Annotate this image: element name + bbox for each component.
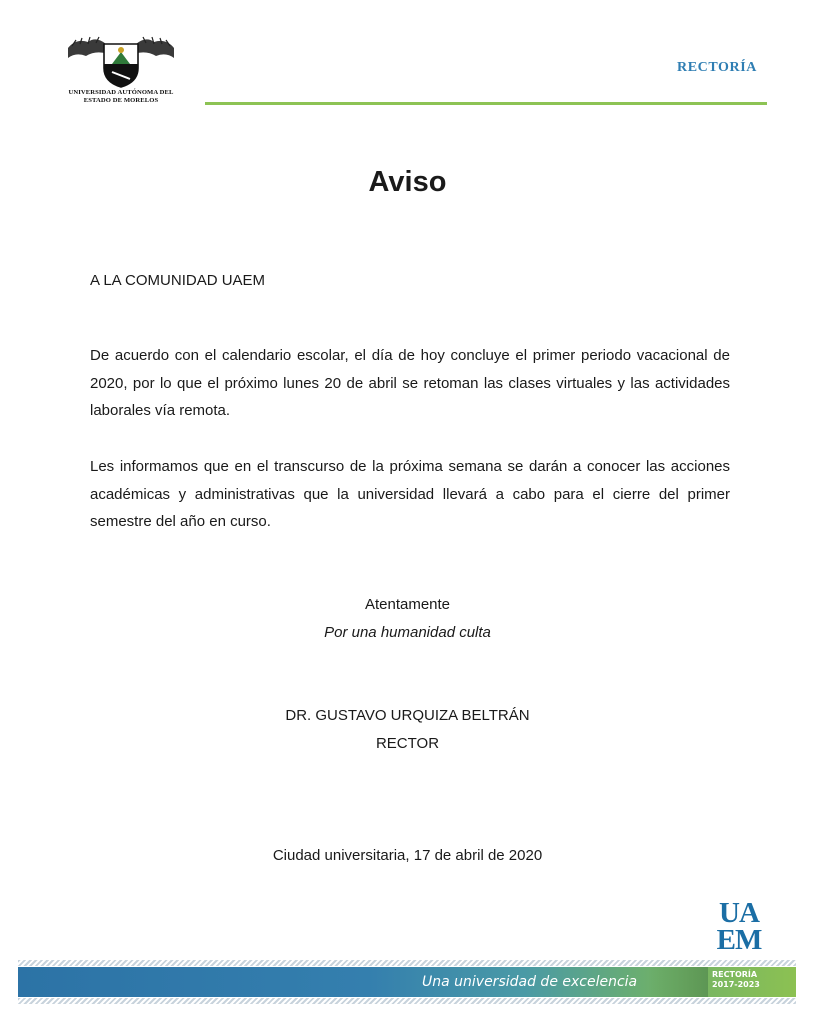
uaem-wordmark-line2: EM <box>716 924 762 956</box>
university-name-line1: UNIVERSIDAD AUTÓNOMA DEL <box>68 89 174 96</box>
footer-rectoria-badge <box>712 970 772 990</box>
header-divider <box>205 102 767 105</box>
university-name-line2: ESTADO DE MORELOS <box>83 97 159 104</box>
university-crest-icon <box>66 34 176 88</box>
footer-badge-line1: RECTORÍA <box>712 970 758 979</box>
greeting: A LA COMUNIDAD UAEM <box>90 272 266 289</box>
footer-stripes-top <box>18 960 796 966</box>
signer-name: DR. GUSTAVO URQUIZA BELTRÁN <box>285 707 530 724</box>
paragraph-1: De acuerdo con el calendario escolar, el día de hoy concluye el primer periodo vacacional de 2020, por lo que el próximo lunes 20 de abril se retoman las clases virtuales y las actividades laborales vía remota. <box>90 347 730 419</box>
closing: Atentamente <box>364 596 451 613</box>
footer-stripes-bottom <box>18 998 796 1004</box>
footer-band <box>18 960 796 1004</box>
footer-badge-line2: 2017-2023 <box>712 980 760 989</box>
signer-title: RECTOR <box>375 735 440 752</box>
footer-divider <box>648 967 708 997</box>
motto: Por una humanidad culta <box>324 624 491 641</box>
uaem-wordmark-line1: UA <box>719 897 759 929</box>
place-date: Ciudad universitaria, 17 de abril de 2020 <box>272 847 543 864</box>
paragraph-2: Les informamos que en el transcurso de la próxima semana se darán a conocer las acciones académicas y administrativas que la universidad llevará a cabo para el cierre del primer semestre del año en curso. <box>90 458 730 530</box>
footer-tagline: Una universidad de excelencia <box>422 974 638 990</box>
university-logo <box>62 34 180 108</box>
page-title: Aviso <box>368 166 447 198</box>
section-label: RECTORÍA <box>676 60 757 75</box>
uaem-wordmark <box>711 897 767 956</box>
